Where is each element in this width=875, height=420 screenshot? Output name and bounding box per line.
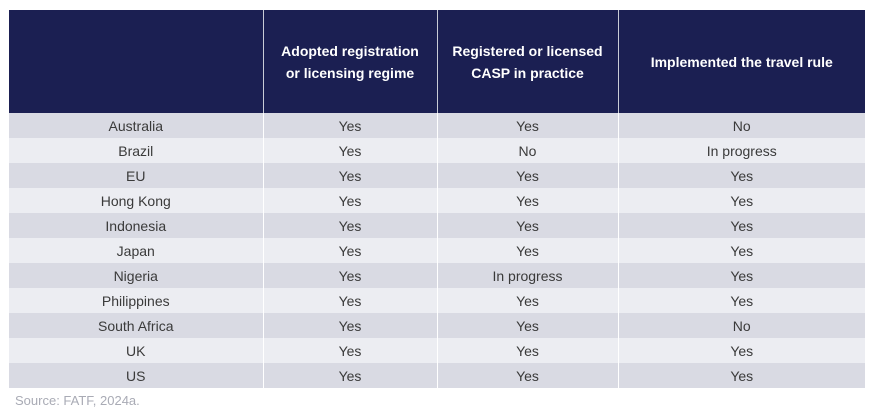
country-cell: Philippines (9, 288, 263, 313)
adopted-regime-cell: Yes (263, 313, 437, 338)
table-row (9, 363, 865, 388)
table-row (9, 288, 865, 313)
registered-casp-cell: Yes (437, 113, 618, 138)
country-cell: Nigeria (9, 263, 263, 288)
country-cell: Brazil (9, 138, 263, 163)
registered-casp-cell: Yes (437, 213, 618, 238)
country-cell: Japan (9, 238, 263, 263)
table-header-row (9, 10, 865, 113)
travel-rule-cell: Yes (618, 363, 865, 388)
travel-rule-cell: No (618, 113, 865, 138)
travel-rule-cell: Yes (618, 288, 865, 313)
registered-casp-cell: Yes (437, 363, 618, 388)
table-row (9, 313, 865, 338)
travel-rule-cell: Yes (618, 238, 865, 263)
travel-rule-cell: Yes (618, 163, 865, 188)
registered-casp-cell: Yes (437, 188, 618, 213)
country-cell: South Africa (9, 313, 263, 338)
table-row (9, 163, 865, 188)
header-travel-rule: Implemented the travel rule (618, 10, 865, 113)
registered-casp-cell: In progress (437, 263, 618, 288)
country-cell: EU (9, 163, 263, 188)
adopted-regime-cell: Yes (263, 238, 437, 263)
registered-casp-cell: Yes (437, 288, 618, 313)
country-cell: Australia (9, 113, 263, 138)
adopted-regime-cell: Yes (263, 213, 437, 238)
table-row (9, 238, 865, 263)
travel-rule-cell: In progress (618, 138, 865, 163)
travel-rule-cell: Yes (618, 338, 865, 363)
adopted-regime-cell: Yes (263, 263, 437, 288)
travel-rule-cell: Yes (618, 263, 865, 288)
table-row (9, 338, 865, 363)
adopted-regime-cell: Yes (263, 288, 437, 313)
country-cell: US (9, 363, 263, 388)
table-row (9, 263, 865, 288)
header-adopted-regime: Adopted registration or licensing regime (263, 10, 437, 113)
country-cell: UK (9, 338, 263, 363)
adopted-regime-cell: Yes (263, 113, 437, 138)
country-cell: Hong Kong (9, 188, 263, 213)
registered-casp-cell: Yes (437, 338, 618, 363)
table-row (9, 213, 865, 238)
table-row (9, 188, 865, 213)
travel-rule-cell: Yes (618, 213, 865, 238)
table-row (9, 113, 865, 138)
jurisdiction-table (9, 10, 865, 388)
adopted-regime-cell: Yes (263, 188, 437, 213)
adopted-regime-cell: Yes (263, 163, 437, 188)
travel-rule-cell: Yes (618, 188, 865, 213)
registered-casp-cell: Yes (437, 313, 618, 338)
country-cell: Indonesia (9, 213, 263, 238)
table-row (9, 138, 865, 163)
source-note: Source: FATF, 2024a. (15, 393, 140, 408)
adopted-regime-cell: Yes (263, 338, 437, 363)
travel-rule-cell: No (618, 313, 865, 338)
registered-casp-cell: No (437, 138, 618, 163)
adopted-regime-cell: Yes (263, 138, 437, 163)
registered-casp-cell: Yes (437, 238, 618, 263)
header-country (9, 10, 263, 113)
header-registered-casp: Registered or licensed CASP in practice (437, 10, 618, 113)
adopted-regime-cell: Yes (263, 363, 437, 388)
registered-casp-cell: Yes (437, 163, 618, 188)
